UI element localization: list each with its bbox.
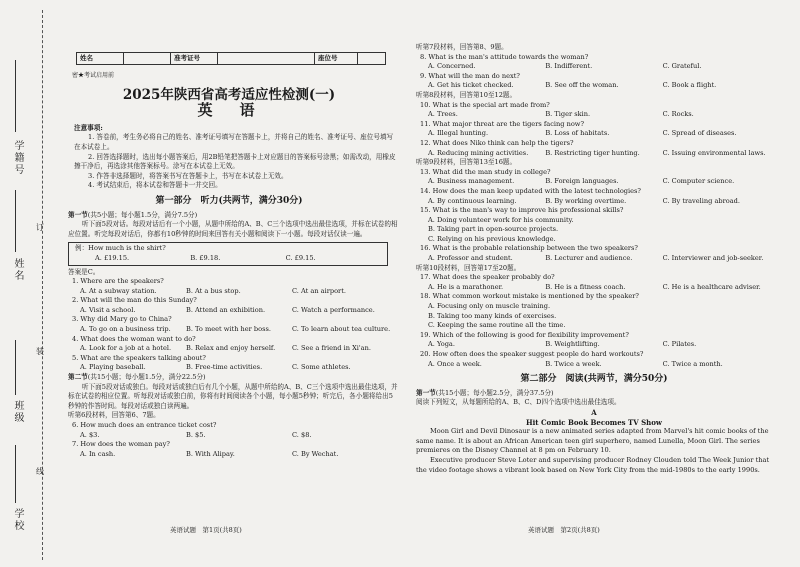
question-stem: 9. What will the man do next? xyxy=(420,71,520,80)
option-row xyxy=(80,325,398,335)
option: A. Once a week. xyxy=(428,359,482,368)
question-stem: 3. Why did Mary go to China? xyxy=(72,315,172,324)
section-label: 第一节 xyxy=(416,388,436,397)
option: B. $5. xyxy=(186,430,206,439)
binding-margin xyxy=(0,0,52,567)
option: C. £9.15. xyxy=(285,253,316,262)
option: B. By working overtime. xyxy=(545,196,627,205)
option: C. Some athletes. xyxy=(292,363,351,372)
option: C. Watch a performance. xyxy=(292,305,375,314)
option-row xyxy=(428,149,780,159)
option: C. He is a healthcare adviser. xyxy=(662,282,761,291)
secret-mark: 密★考试启用前 xyxy=(72,72,115,79)
example-box xyxy=(68,242,388,265)
section-meta: (共5小题；每小题1.5分，满分7.5分) xyxy=(87,210,198,219)
question-stem: 11. What major threat are the tigers facing now? xyxy=(420,119,584,128)
option: A. Get his ticket checked. xyxy=(428,81,514,90)
option: C. To learn about tea culture. xyxy=(292,325,391,334)
option-row xyxy=(80,363,398,373)
option: A. In cash. xyxy=(80,449,116,458)
option: B. Foreign languages. xyxy=(545,177,619,186)
question-stem: 1. Where are the speakers? xyxy=(72,277,164,286)
option: B. Weightlifting. xyxy=(545,340,600,349)
question-stem: 15. What is the man's way to improve his professional skills? xyxy=(420,206,624,215)
name-blank xyxy=(15,190,16,252)
option-row xyxy=(428,197,780,207)
question-stem: 18. What common workout mistake is mentioned by the speaker? xyxy=(420,292,639,301)
questions-17-20 xyxy=(408,273,780,369)
section2-header xyxy=(68,373,398,383)
option: B. Free-time activities. xyxy=(186,363,263,372)
option-row xyxy=(428,81,780,91)
option: A. By continuous learning. xyxy=(428,196,517,205)
binding-mark-xian: 线 xyxy=(36,467,44,476)
option: B. Tiger skin. xyxy=(545,110,591,119)
name-label: 姓名 xyxy=(12,258,23,282)
option-row xyxy=(428,129,780,139)
option: C. Issuing environmental laws. xyxy=(662,148,766,157)
passage-instruction: 听第6段材料，回答第6、7题。 xyxy=(68,411,160,420)
example-options xyxy=(95,254,381,264)
option-row xyxy=(80,306,398,316)
option: C. Pilates. xyxy=(662,340,697,349)
option-row xyxy=(428,110,780,120)
option: A. Playing baseball. xyxy=(80,363,146,372)
section2-instructions: 听下面5段对话或独白。每段对话或独白后有几个小题，从题中所给的A、B、C三个选项中选出最佳选项，并标在试卷的相应位置。听每段对话或独白前，你将有时间阅读各个小题，每小题5秒钟；听完后，各小题将给出5秒钟的作答时间。每段对话或独白读两遍。 xyxy=(68,382,398,410)
notice-item: 3. 作答非选择题时，将答案书写在答题卡上，书写在本试卷上无效。 xyxy=(88,171,288,180)
option-row xyxy=(80,344,398,354)
exam-number-blank xyxy=(15,60,16,132)
article-title: Hit Comic Book Becomes TV Show xyxy=(526,417,662,427)
question-stem: 8. What is the man's attitude towards the woman? xyxy=(420,52,589,61)
option: B. Indifferent. xyxy=(545,62,593,71)
option: B. Taking part in open-source projects. xyxy=(428,225,559,234)
example-answer: 答案是C。 xyxy=(68,267,100,276)
questions-6-7 xyxy=(60,421,398,459)
section1-header xyxy=(68,211,398,221)
option: C. Grateful. xyxy=(662,62,702,71)
class-blank xyxy=(15,340,16,395)
option: B. To meet with her boss. xyxy=(186,325,271,334)
left-page xyxy=(60,0,398,567)
option: A. Look for a job at a hotel. xyxy=(80,344,172,353)
option-row xyxy=(428,177,780,187)
question-stem: 2. What will the man do this Sunday? xyxy=(72,296,197,305)
question-stem: 20. How often does the speaker suggest people do hard workouts? xyxy=(420,350,644,358)
option: A. To go on a business trip. xyxy=(80,325,171,334)
questions-10-12 xyxy=(408,101,780,159)
option: C. See a friend in Xi'an. xyxy=(292,344,371,353)
section-meta: (共15小题；每小题1.5分，满分22.5分) xyxy=(87,373,206,382)
option-row xyxy=(80,431,398,441)
article-paragraph: Moon Girl and Devil Dinosaur is a new animated series adapted from Marvel's hit comic books of the same name. It is about an African American teen girl superhero, named Lunella, Moon Girl. The series premieres on the Disney Channel at 8 pm on February 10. xyxy=(416,427,769,455)
option: C. At an airport. xyxy=(292,286,346,295)
option: B. See off the woman. xyxy=(545,81,619,90)
section1-instructions: 听下面5段对话。每段对话后有一个小题，从题中所给的A、B、C三个选项中选出最佳选项，并标在试卷的相应位置。听完每段对话后，你都有10秒钟的时间来回答有关小题和阅读下一小题。每段对话仅读一遍。 xyxy=(68,220,398,238)
option: A. Doing volunteer work for his community. xyxy=(428,215,574,224)
option: C. Spread of diseases. xyxy=(662,129,737,138)
question-stem: 10. What is the special art made from? xyxy=(420,100,550,109)
binding-mark-zhuang: 装 xyxy=(36,347,44,356)
option: A. Trees. xyxy=(428,110,458,119)
part1-heading: 第一部分 听力(共两节，满分30分) xyxy=(155,195,303,206)
option: C. Computer science. xyxy=(662,177,735,186)
option: A. Yoga. xyxy=(428,340,455,349)
question-stem: 7. How does the woman pay? xyxy=(72,440,170,449)
option: A. Professor and student. xyxy=(428,254,513,263)
option-row xyxy=(428,340,780,350)
option: C. $8. xyxy=(292,430,312,439)
option: C. Rocks. xyxy=(662,110,694,119)
option: B. £9.18. xyxy=(190,253,221,262)
option: B. With Alipay. xyxy=(186,449,235,458)
option: A. Focusing only on muscle training. xyxy=(428,302,551,311)
option: B. Taking too many kinds of exercises. xyxy=(428,311,557,320)
option: A. Concerned. xyxy=(428,62,476,71)
option: C. By traveling abroad. xyxy=(662,196,740,205)
option-row xyxy=(428,254,780,264)
option: C. Interviewer and job-seeker. xyxy=(662,254,764,263)
reading-section1-header xyxy=(416,389,780,399)
binding-mark-ding: 订 xyxy=(36,223,44,232)
name-cell[interactable] xyxy=(124,53,171,65)
article-letter: A xyxy=(591,407,597,417)
subject-title: 英 语 xyxy=(197,101,261,120)
school-label: 学校 xyxy=(12,508,23,532)
passage-instruction: 听第7段材料，回答第8、9题。 xyxy=(416,43,508,51)
exam-id-cell[interactable] xyxy=(218,53,315,65)
option: A. £19.15. xyxy=(95,253,130,262)
question-stem: 17. What does the speaker probably do? xyxy=(420,273,555,282)
option: A. Illegal hunting. xyxy=(428,129,489,138)
exam-number-label: 学籍号 xyxy=(12,140,23,176)
option: C. Keeping the same routine all the time. xyxy=(428,321,566,330)
seat-cell-label: 座位号 xyxy=(315,53,358,65)
option-row xyxy=(428,360,780,370)
question-stem: 16. What is the probable relationship between the two speakers? xyxy=(420,244,638,253)
part2-heading: 第二部分 阅读(共两节，满分50分) xyxy=(520,374,668,385)
passage-instruction: 听第8段材料，回答第10至12题。 xyxy=(416,90,517,99)
exam-id-cell-label: 准考证号 xyxy=(171,53,218,65)
option: B. Restricting tiger hunting. xyxy=(545,148,640,157)
question-stem: 5. What are the speakers talking about? xyxy=(72,353,206,362)
option-row xyxy=(80,287,398,297)
option-row xyxy=(428,283,780,293)
question-stem: 19. Which of the following is good for flexibility improvement? xyxy=(420,330,629,339)
school-blank xyxy=(15,445,16,503)
passage-instruction: 听第9段材料，回答第13至16题。 xyxy=(416,158,517,167)
option: A. $3. xyxy=(80,430,100,439)
section-label: 第一节 xyxy=(68,210,88,219)
question-stem: 12. What does Niko think can help the tigers? xyxy=(420,138,574,147)
notice-item: 4. 考试结束后，将本试卷和答题卡一并交回。 xyxy=(88,181,222,190)
class-label: 班级 xyxy=(12,400,23,424)
question-stem: 6. How much does an entrance ticket cost? xyxy=(72,421,217,429)
example-question: 例：How much is the shirt? xyxy=(75,244,166,253)
option: B. Twice a week. xyxy=(545,359,602,368)
seat-cell[interactable] xyxy=(358,53,386,65)
option: B. Relax and enjoy herself. xyxy=(186,344,276,353)
page-footer-left: 英语试题 第1页(共8页) xyxy=(170,526,242,534)
option: C. By Wechat. xyxy=(292,449,339,458)
questions-13-16 xyxy=(408,168,780,264)
option: B. Lecturer and audience. xyxy=(545,254,633,263)
option: C. Book a flight. xyxy=(662,81,717,90)
article-paragraph: Executive producer Steve Loter and supervising producer Rodney Clouden told The Week Junior that the video footage shows a vibrant look based on New York City from the mid-1980s to the early 1990s. xyxy=(416,455,770,474)
notice-item: 2. 回答选择题时，选出每小题答案后，用2B铅笔把答题卡上对应题目的答案标号涂黑；如需改动，用橡皮擦干净后，再选涂其他答案标号。涂写在本试卷上无效。 xyxy=(74,152,396,171)
candidate-info-table xyxy=(76,52,386,65)
option: B. Attend an exhibition. xyxy=(186,305,266,314)
option: C. Twice a month. xyxy=(662,359,723,368)
notice-heading: 注意事项: xyxy=(74,123,103,132)
option: B. At a bus stop. xyxy=(186,286,241,295)
question-stem: 4. What does the woman want to do? xyxy=(72,334,196,343)
option: A. He is a marathoner. xyxy=(428,282,504,291)
option: A. Visit a school. xyxy=(80,305,136,314)
option: C. Relying on his previous knowledge. xyxy=(428,234,556,243)
reading-instructions: 阅读下列短文，从每题所给的A、B、C、D四个选项中选出最佳选项。 xyxy=(416,398,621,407)
name-cell-label: 姓名 xyxy=(77,53,124,65)
question-stem: 13. What did the man study in college? xyxy=(420,167,551,176)
questions-8-9 xyxy=(408,53,780,91)
binding-dashed-line xyxy=(42,10,43,560)
page-footer-right: 英语试题 第2页(共8页) xyxy=(528,526,600,534)
right-page xyxy=(408,0,780,567)
option: A. Reducing mining activities. xyxy=(428,148,529,157)
exam-title: 2025年陕西省高考适应性检测(一) xyxy=(122,86,336,103)
option: B. Loss of habitats. xyxy=(545,129,610,138)
notice-block xyxy=(60,124,398,191)
questions-1-5 xyxy=(60,277,398,373)
option-row xyxy=(80,450,398,460)
notice-item: 1. 答卷前，考生务必将自己的姓名、准考证号填写在答题卡上，并将自己的姓名、准考证号、座位号填写在本试卷上。 xyxy=(74,133,394,151)
section-meta: (共15小题；每小题2.5分，满分37.5分) xyxy=(435,388,554,397)
question-stem: 14. How does the man keep updated with the latest technologies? xyxy=(420,186,641,195)
section-label: 第二节 xyxy=(68,373,88,382)
option: B. He is a fitness coach. xyxy=(545,282,626,291)
option: A. Business management. xyxy=(428,177,515,186)
option-row xyxy=(428,62,780,72)
option: A. At a subway station. xyxy=(80,286,157,295)
passage-instruction: 听第10段材料，回答第17至20题。 xyxy=(416,263,521,272)
